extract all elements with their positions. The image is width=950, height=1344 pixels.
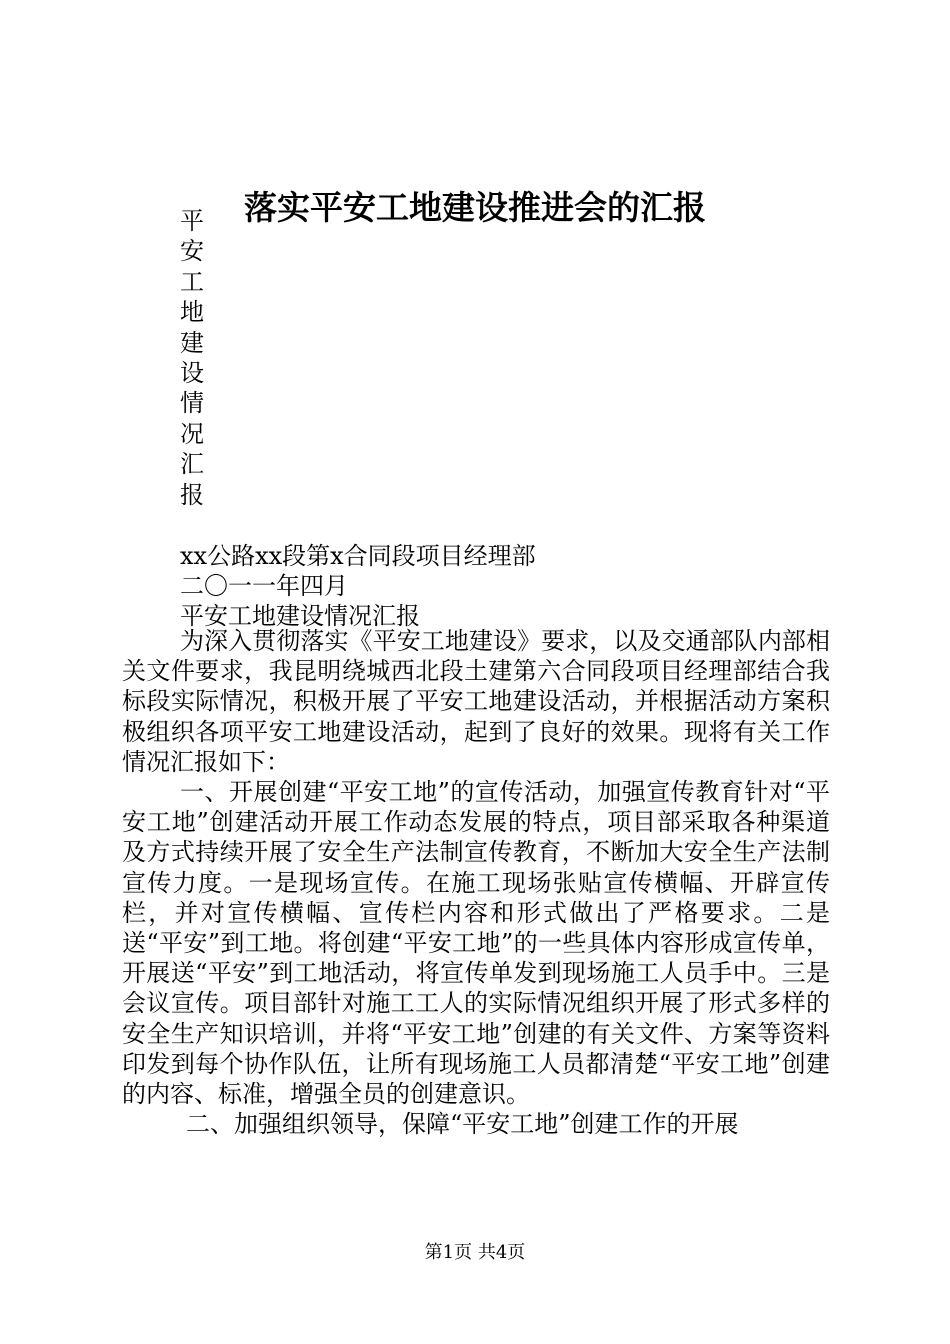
vertical-heading-char: 设	[180, 358, 204, 387]
paragraph: 二、加强组织领导，保障“平安工地”创建工作的开展	[186, 1110, 739, 1139]
vertical-heading-char: 平	[180, 207, 204, 235]
vertical-heading-char: 情	[180, 389, 204, 418]
vertical-heading-char: 报	[180, 480, 204, 509]
vertical-heading-char: 地	[180, 298, 204, 327]
vertical-heading-char: 工	[180, 267, 204, 296]
body-text	[122, 626, 830, 1139]
document-title: 落实平安工地建设推进会的汇报	[244, 188, 706, 227]
vertical-heading-char: 建	[180, 328, 204, 357]
vertical-heading-char: 况	[180, 419, 204, 448]
paragraph: 为深入贯彻落实《平安工地建设》要求，以及交通部队内部相关文件要求，我昆明绕城西北段土建第六合同段项目经理部结合我标段实际情况，积极开展了平安工地建设活动，并根据活动方案积极组织各项平安工地建设活动，起到了良好的效果。现将有关工作情况汇报如下：	[122, 627, 830, 776]
page-footer: 第1页 共4页	[424, 1242, 526, 1263]
vertical-heading	[180, 206, 210, 510]
subheading: 平安工地建设情况汇报	[180, 602, 420, 630]
report-date: 二〇一一年四月	[180, 572, 348, 600]
unit-name: xx公路xx段第x合同段项目经理部	[180, 542, 536, 570]
vertical-heading-char: 汇	[180, 450, 204, 479]
paragraph: 一、开展创建“平安工地”的宣传活动，加强宣传教育针对“平安工地”创建活动开展工作动态发展的特点，项目部采取各种渠道及方式持续开展了安全生产法制宣传教育，不断加大安全生产法制宣传力度。一是现场宣传。在施工现场张贴宣传横幅、开辟宣传栏，并对宣传横幅、宣传栏内容和形式做出了严格要求。二是送“平安”到工地。将创建“平安工地”的一些具体内容形成宣传单，开展送“平安”到工地活动，将宣传单发到现场施工人员手中。三是会议宣传。项目部针对施工工人的实际情况组织开展了形式多样的安全生产知识培训，并将“平安工地”创建的有关文件、方案等资料印发到每个协作队伍，让所有现场施工人员都清楚“平安工地”创建的内容、标准，增强全员的创建意识。	[122, 778, 830, 1109]
vertical-heading-char: 安	[180, 237, 204, 266]
